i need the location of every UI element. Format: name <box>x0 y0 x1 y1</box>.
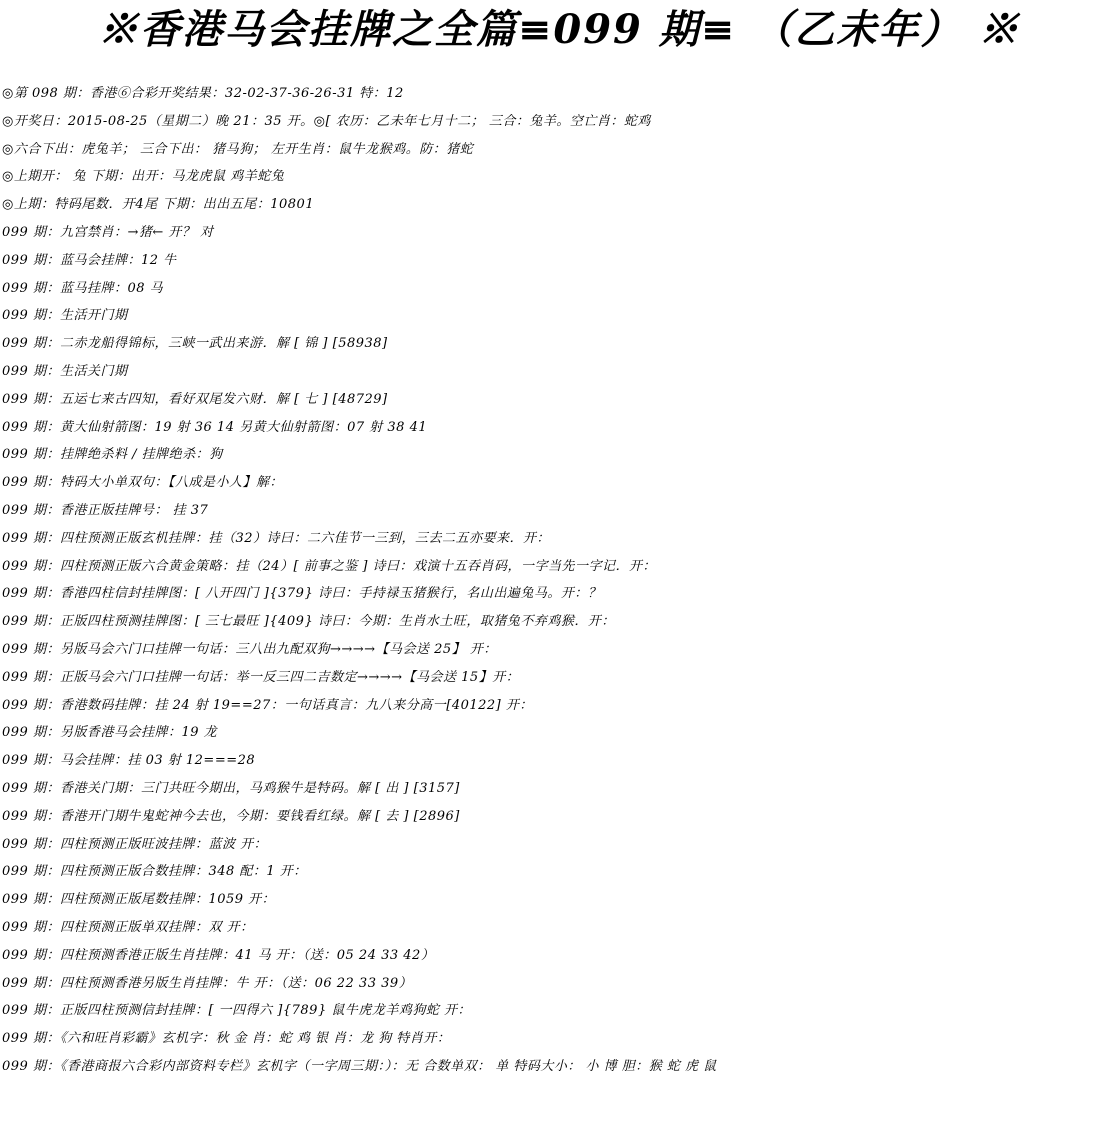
entry-line: 099 期：挂牌绝杀料 / 挂牌绝杀：狗 <box>2 447 223 463</box>
entry-line: 099 期：香港关门期：三门共旺今期出，马鸡猴牛是特码。解 [ 出 ] [3157] <box>2 780 460 796</box>
entry-line: 099 期：四柱预测正版尾数挂牌：1059 开： <box>2 892 276 908</box>
entry-line: 099 期：四柱预测正版玄机挂牌：挂（32）诗曰：二六佳节一三到，三去二五亦要来．开： <box>2 530 550 546</box>
entry-list <box>2 80 1112 1081</box>
entry-line: 099 期：香港四柱信封挂牌图：[ 八开四门 ]{379} 诗曰：手持禄玉猪猴行，名山出遍兔马。开：？ <box>2 586 602 602</box>
entry-line: 099 期：马会挂牌：挂 03 射 12===28 <box>2 753 256 769</box>
entry-line: 099 期：正版四柱预测信封挂牌：[ 一四得六 ]{789} 鼠牛虎龙羊鸡狗蛇 开： <box>2 1003 471 1019</box>
entry-line: 099 期：生活关门期 <box>2 363 128 379</box>
entry-line: 099 期：四柱预测正版六合黄金策略：挂（24）[ 前事之鉴 ] 诗曰：戏演十五吞肖码，一字当先一字记．开： <box>2 558 657 574</box>
entry-line: 099 期：蓝马挂牌：08 马 <box>2 280 164 296</box>
entry-line: 099 期：香港数码挂牌：挂 24 射 19==27：一句话真言：九八来分高一[40122] 开： <box>2 697 533 713</box>
entry-line: 099 期：四柱预测正版合数挂牌：348 配：1 开： <box>2 864 307 880</box>
entry-line: ◎六合下出：虎兔羊； 三合下出： 猪马狗； 左开生肖：鼠牛龙猴鸡。防：猪蛇 <box>2 141 474 157</box>
entry-line: 099 期：《香港商报六合彩内部资料专栏》玄机字（一字周三期：）：无 合数单双： 单 特码大小： 小 博 胆：猴 蛇 虎 鼠 <box>2 1058 717 1074</box>
entry-line: 099 期：香港开门期牛鬼蛇神今去也，今期：要钱看红绿。解 [ 去 ] [2896] <box>2 808 460 824</box>
entry-line: ◎第 098 期：香港⑥合彩开奖结果：32-02-37-36-26-31 特：12 <box>2 86 404 101</box>
entry-line: 099 期：特码大小单双句：【八成是小人】解： <box>2 475 283 491</box>
entry-line: 099 期：蓝马会挂牌：12 牛 <box>2 252 177 268</box>
entry-line: 099 期：二赤龙船得锦标，三峡一武出来游．解 [ 锦 ] [58938] <box>2 336 388 352</box>
entry-line: 099 期：黄大仙射箭图：19 射 36 14 另黄大仙射箭图：07 射 38 41 <box>2 419 428 435</box>
entry-line: 099 期：四柱预测香港正版生肖挂牌：41 马 开：（送：05 24 33 42） <box>2 947 435 963</box>
entry-line: ◎上期：特码尾数．开4尾 下期：出出五尾：10801 <box>2 197 315 213</box>
entry-line: 099 期：正版四柱预测挂牌图：[ 三七最旺 ]{409} 诗曰：今期：生肖水土旺，取猪兔不弃鸡猴．开： <box>2 614 615 630</box>
entry-line: 099 期：九宫禁肖：→猪← 开？ 对 <box>2 224 214 240</box>
entry-line: 099 期：《六和旺肖彩霸》玄机字：秋 金 肖：蛇 鸡 银 肖：龙 狗 特肖开： <box>2 1031 451 1047</box>
entry-line: 099 期：五运七来古四知，看好双尾发六财．解 [ 七 ] [48729] <box>2 391 388 407</box>
entry-line: 099 期：四柱预测正版单双挂牌：双 开： <box>2 919 254 935</box>
entry-line: 099 期：正版马会六门口挂牌一句话：举一反三四二吉数定→→→→【马会送 15】开： <box>2 669 520 685</box>
entry-line: ◎开奖日：2015-08-25（星期二）晚 21：35 开。◎[ 农历：乙未年七月十二； 三合：兔羊。空亡肖：蛇鸡 <box>2 113 651 129</box>
entry-line: ◎上期开： 兔 下期：出开：马龙虎鼠 鸡羊蛇兔 <box>2 169 285 185</box>
entry-line: 099 期：另版马会六门口挂牌一句话：三八出九配双狗→→→→【马会送 25】 开： <box>2 641 497 657</box>
entry-line: 099 期：另版香港马会挂牌：19 龙 <box>2 725 218 741</box>
entry-line: 099 期：生活开门期 <box>2 308 128 324</box>
page-title: ※香港马会挂牌之全篇≡099 期≡ （乙未年） ※ <box>97 6 1021 53</box>
entry-line: 099 期：四柱预测香港另版生肖挂牌：牛 开：（送：06 22 33 39） <box>2 975 413 991</box>
entry-line: 099 期：四柱预测正版旺波挂牌：蓝波 开： <box>2 836 268 852</box>
entry-line: 099 期：香港正版挂牌号： 挂 37 <box>2 502 209 518</box>
